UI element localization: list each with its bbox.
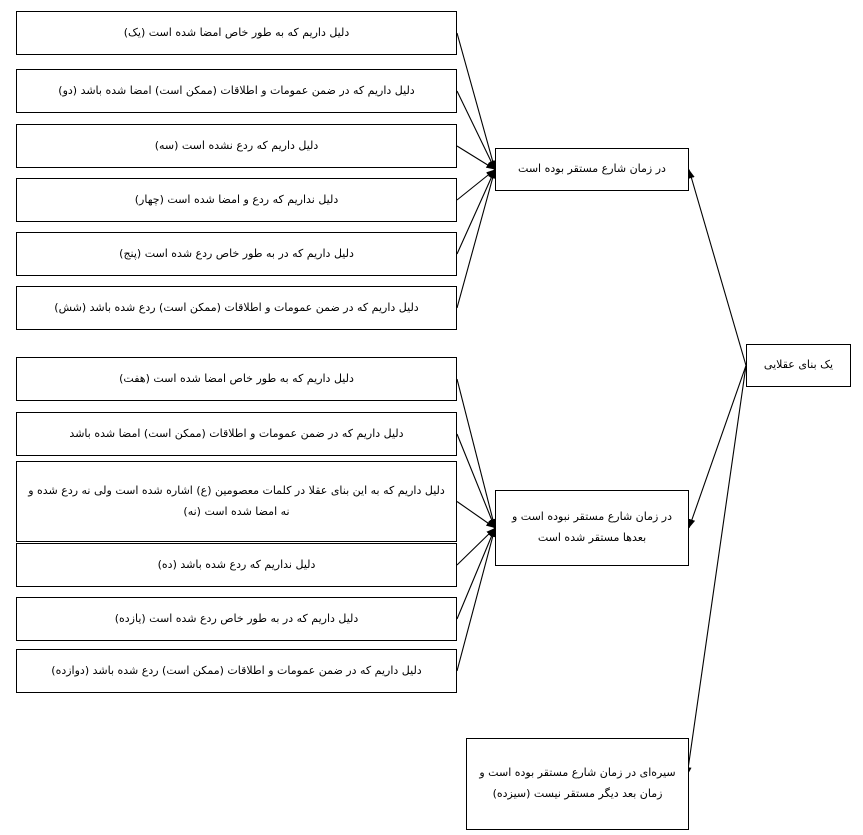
diagram-node-label: دلیل داریم که در به طور خاص ردع شده است (یازده): [114, 611, 359, 625]
diagram-edge: [457, 170, 495, 255]
diagram-node-m1: [495, 148, 689, 191]
diagram-node-label: در زمان شارع مستقر نبوده است و بعدها مستقر شده است: [511, 510, 673, 544]
diagram-edge: [457, 170, 495, 201]
diagram-node-label: سیره‌ای در زمان شارع مستقر بوده است و زمان بعد دیگر مستقر نیست (سیزده): [479, 766, 676, 800]
diagram-node-l5: [16, 232, 457, 276]
diagram-node-label: دلیل داریم که ردع نشده است (سه): [154, 138, 319, 152]
diagram-node-l8: [16, 412, 457, 456]
diagram-node-m3: [466, 738, 689, 830]
diagram-node-l12: [16, 649, 457, 693]
diagram-node-label: در زمان شارع مستقر بوده است: [518, 162, 666, 176]
diagram-node-label: دلیل داریم که به این بنای عقلا در کلمات معصومین (ع) اشاره شده است ولی نه ردع شده و نه امضا شده است (نه): [28, 483, 445, 518]
diagram-edge: [457, 528, 495, 565]
diagram-node-l7: [16, 357, 457, 401]
diagram-node-l4: [16, 178, 457, 222]
diagram-node-l2: [16, 69, 457, 113]
diagram-node-m2: [495, 490, 689, 566]
diagram-node-label: دلیل داریم که به طور خاص امضا شده است (هفت): [119, 371, 354, 385]
diagram-node-label: دلیل داریم که به طور خاص امضا شده است (یک): [123, 25, 350, 39]
diagram-node-l9: [16, 461, 457, 542]
diagram-node-l11: [16, 597, 457, 641]
diagram-edge: [457, 434, 495, 528]
diagram-node-l1: [16, 11, 457, 55]
diagram-node-label: دلیل نداریم که ردع و امضا شده است (چهار): [134, 192, 339, 206]
diagram-edge: [689, 366, 746, 529]
diagram-edge: [457, 170, 495, 309]
diagram-node-label: یک بنای عقلایی: [763, 358, 834, 372]
diagram-edge: [457, 528, 495, 619]
diagram-node-l10: [16, 543, 457, 587]
diagram-node-label: دلیل داریم که در ضمن عمومات و اطلاقات (ممکن است) امضا شده باشد (دو): [58, 83, 415, 97]
diagram-node-label: دلیل داریم که در ضمن عمومات و اطلاقات (ممکن است) امضا شده باشد: [69, 426, 404, 440]
diagram-node-l3: [16, 124, 457, 168]
diagram-node-label: دلیل داریم که در به طور خاص ردع شده است (پنج): [119, 246, 354, 260]
diagram-node-label: دلیل داریم که در ضمن عمومات و اطلاقات (ممکن است) ردع شده باشد (شش): [54, 300, 419, 314]
diagram-edge: [689, 170, 746, 366]
diagram-node-label: دلیل داریم که در ضمن عمومات و اطلاقات (ممکن است) ردع شده باشد (دوازده): [51, 663, 422, 677]
diagram-edge: [457, 528, 495, 671]
diagram-node-l6: [16, 286, 457, 330]
diagram-node-root: [746, 344, 851, 387]
diagram-node-label: دلیل نداریم که ردع شده باشد (ده): [157, 557, 316, 571]
diagram-edge: [687, 366, 746, 777]
